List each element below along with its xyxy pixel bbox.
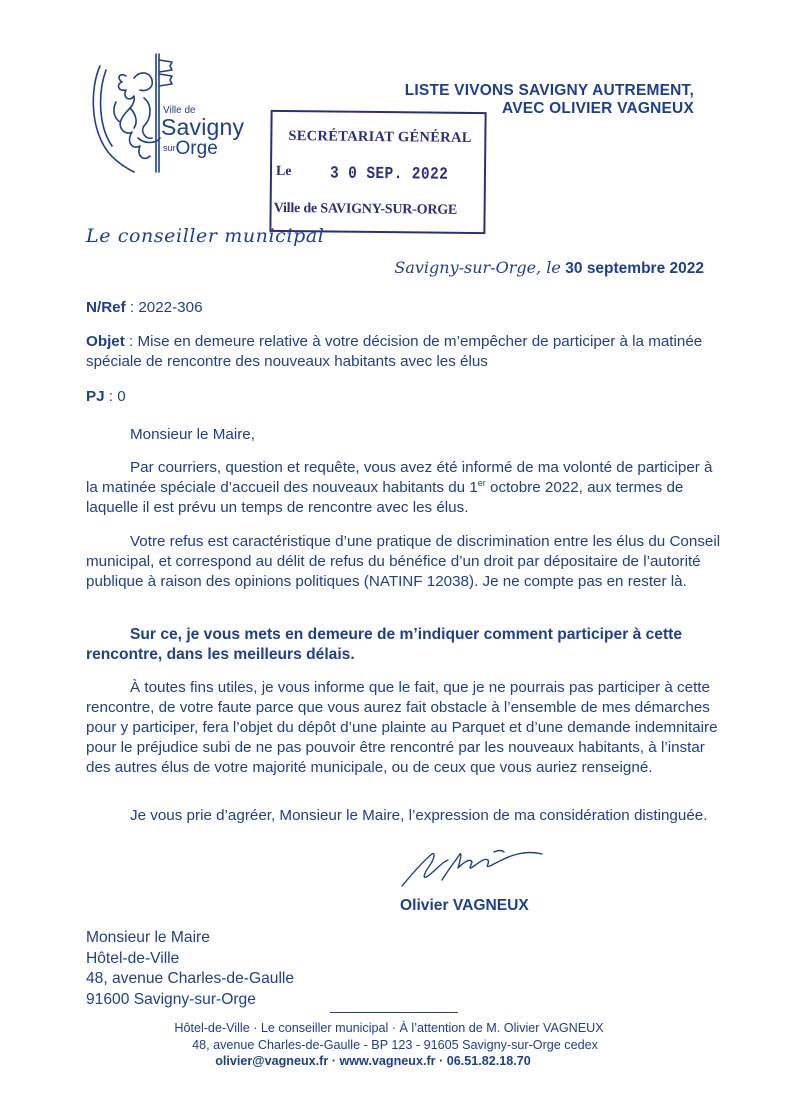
body-paragraph-1-a: Par courriers, question et requête, vous avez été informé de ma volonté de participer à la matinée spéciale d’accueil des nouveaux habitants du 1: [86, 459, 713, 496]
stamp-date: 3 0 SEP. 2022: [329, 164, 449, 185]
attachments-value: : 0: [104, 388, 126, 405]
body-paragraph-4: À toutes fins utiles, je vous informe que le fait, que je ne pourrais pas participer à cette rencontre, de votre faute parce que vous aurez fait obstacle à l’ensemble de mes démarches pour y participer, fera l’objet du dépôt d’une plainte au Parquet et d’une demande indemnitaire pour le préjudice subi de ne pas pouvoir être rencontré par les nouveaux habitants, à l’instar des autres élus de votre majorité municipale, ou de ceux que vous auriez renseigné.: [86, 679, 718, 776]
list-name-line-2: AVEC OLIVIER VAGNEUX: [501, 100, 694, 117]
subject-value: : Mise en demeure relative à votre décision de m’empêcher de participer à la matinée spéciale de rencontre des nouveaux habitants avec les élus: [86, 333, 703, 370]
logo-ville-de: Ville de: [163, 105, 196, 116]
reference-value: : 2022-306: [125, 299, 203, 316]
reference-label: N/Ref: [86, 299, 126, 316]
footer-divider: [330, 1012, 458, 1013]
stamp-city: Ville de SAVIGNY-SUR-ORGE: [273, 200, 458, 218]
body-paragraph-1-b: octobre 2022, aux termes de laquelle il est prévu un temps de rencontre avec les élus.: [86, 479, 684, 516]
subject-line: [86, 332, 726, 372]
received-stamp: [269, 110, 486, 234]
footer-contact-line: olivier@vagneux.fr · www.vagneux.fr · 06.51.82.18.70: [215, 1054, 531, 1068]
stamp-title: SECRÉTARIAT GÉNÉRAL: [288, 128, 472, 146]
body-paragraph-2: Votre refus est caractéristique d’une pratique de discrimination entre les élus du Conseil municipal, et correspond au délit de refus du bénéfice d’un droit par dépositaire de l’autorité publique à raison des opinions politiques (NATINF 12038). Je ne compte pas en rester là.: [86, 533, 721, 590]
list-name-line-1: LISTE VIVONS SAVIGNY AUTREMENT,: [404, 82, 694, 99]
recipient-line-3: 48, avenue Charles-de-Gaulle: [86, 970, 295, 987]
footer-line-1: Hôtel-de-Ville · Le conseiller municipal · À l’attention de M. Olivier VAGNEUX: [174, 1021, 604, 1035]
body-paragraph-demand: Sur ce, je vous mets en demeure de m’indiquer comment participer à cette rencontre, dans les meilleurs délais.: [86, 626, 683, 663]
subject-label: Objet: [86, 333, 125, 350]
footer-line-2: 48, avenue Charles-de-Gaulle - BP 123 - 91605 Savigny-sur-Orge cedex: [192, 1037, 598, 1052]
recipient-line-2: Hôtel-de-Ville: [86, 949, 180, 967]
logo-wordmark: [161, 106, 244, 158]
recipient-line-1: Monsieur le Maire: [86, 929, 210, 946]
salutation: Monsieur le Maire,: [130, 426, 255, 443]
body-paragraph-1-sup: er: [477, 477, 486, 488]
attachments-label: PJ: [86, 388, 105, 405]
date-place: Savigny-sur-Orge, le: [394, 258, 561, 277]
logo-orge: Orge: [175, 138, 218, 159]
councillor-title: Le conseiller municipal: [86, 225, 325, 247]
body-paragraph-1: [86, 458, 722, 518]
attachments-line: [86, 388, 126, 405]
logo-savigny: Savigny: [161, 114, 245, 140]
reference-line: [86, 299, 203, 316]
stamp-le: Le: [275, 163, 292, 180]
handwritten-signature: [398, 840, 548, 890]
footer: [0, 1020, 810, 1070]
date-line: [394, 258, 704, 278]
recipient-line-4: 91600 Savigny-sur-Orge: [86, 990, 256, 1008]
recipient-address: [86, 928, 294, 1010]
closing-paragraph: Je vous prie d’agréer, Monsieur le Maire, l’expression de ma considération distinguée.: [130, 807, 708, 824]
logo-sur: sur: [163, 143, 176, 153]
signer-name: Olivier VAGNEUX: [400, 897, 529, 914]
date-value: 30 septembre 2022: [565, 260, 704, 277]
